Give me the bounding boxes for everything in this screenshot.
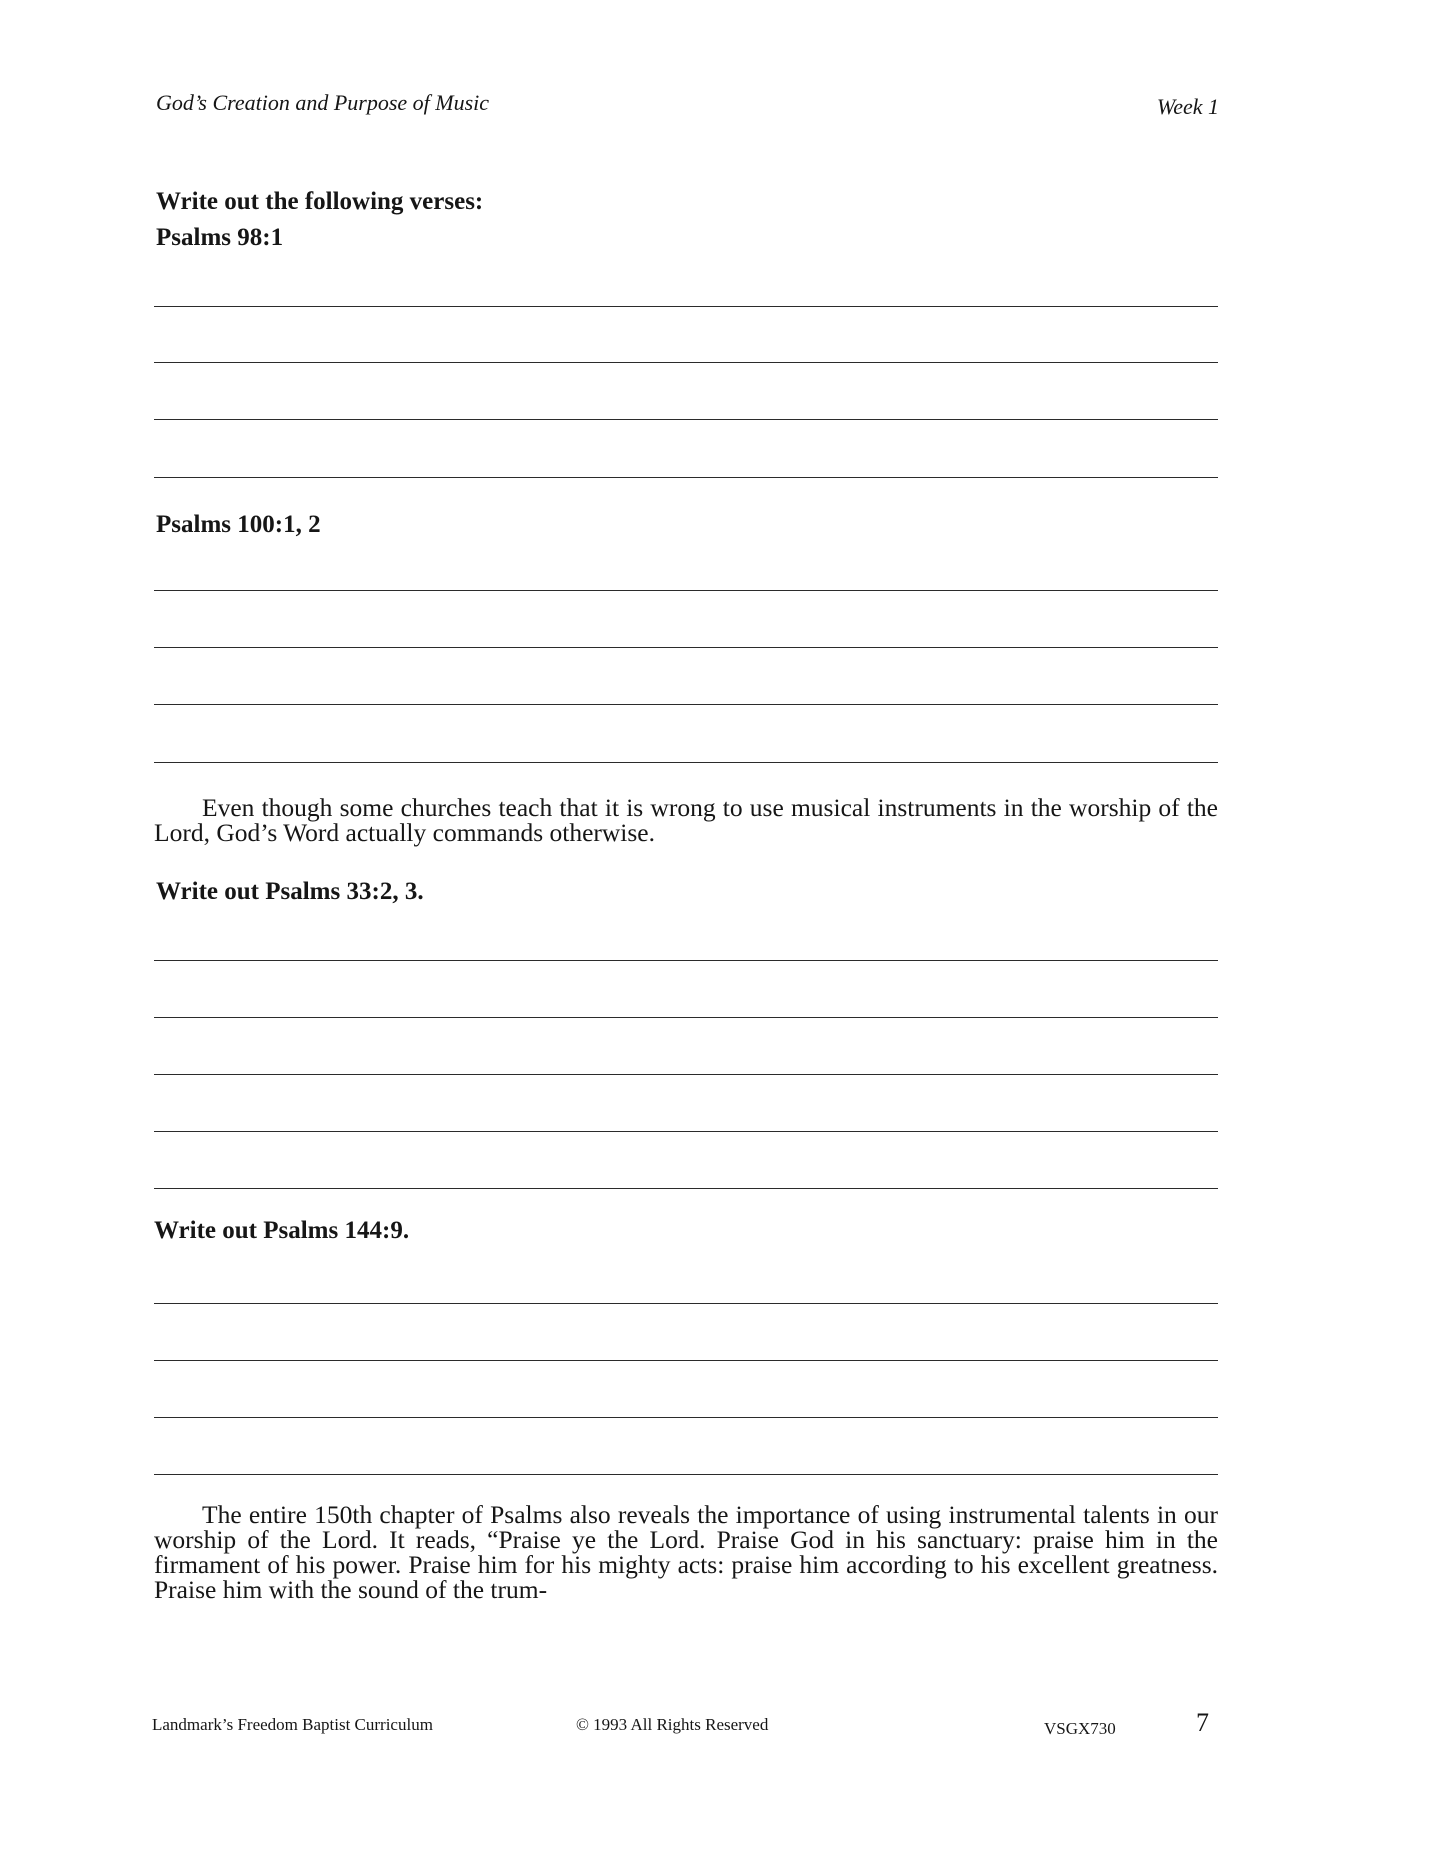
- writing-line: [154, 1303, 1218, 1305]
- psalm-98-label: Psalms 98:1: [156, 224, 284, 251]
- page-header-week: Week 1: [1156, 94, 1219, 119]
- writing-line: [154, 1474, 1218, 1476]
- writing-line: [154, 1074, 1218, 1076]
- writing-line: [154, 1188, 1218, 1190]
- psalm-98-writing-lines: [154, 306, 1218, 479]
- writing-line: [154, 960, 1218, 962]
- instruments-paragraph: [154, 795, 1218, 845]
- writing-line: [154, 306, 1218, 308]
- writing-line: [154, 647, 1218, 649]
- writing-line: [154, 1360, 1218, 1362]
- psalm-33-label: Write out Psalms 33:2, 3.: [156, 878, 424, 905]
- writing-line: [154, 1017, 1218, 1019]
- writing-line: [154, 1131, 1218, 1133]
- writing-line: [154, 419, 1218, 421]
- writing-line: [154, 477, 1218, 479]
- page-header-title: God’s Creation and Purpose of Music: [156, 90, 490, 115]
- instructions-heading: Write out the following verses:: [156, 188, 484, 215]
- psalm-33-writing-lines: [154, 960, 1218, 1190]
- writing-line: [154, 704, 1218, 706]
- footer-copyright: © 1993 All Rights Reserved: [576, 1715, 769, 1734]
- psalm-144-writing-lines: [154, 1303, 1218, 1476]
- writing-line: [154, 1417, 1218, 1419]
- writing-line: [154, 762, 1218, 764]
- footer-publisher: Landmark’s Freedom Baptist Curriculum: [152, 1715, 433, 1734]
- psalm-100-label: Psalms 100:1, 2: [156, 511, 321, 538]
- writing-line: [154, 590, 1218, 592]
- psalm-144-label: Write out Psalms 144:9.: [154, 1217, 410, 1244]
- psalm-100-writing-lines: [154, 590, 1218, 764]
- page-number: 7: [1196, 1708, 1209, 1737]
- psalm-150-paragraph-text: The entire 150th chapter of Psalms also reveals the importance of using instrumental talents in our worship of the Lord. It reads, “Praise ye the Lord. Praise God in his sanctuary: praise him in the firmament of his power. Praise him for his mighty acts: praise him according to his excellent greatness. Praise him with the sound of the trum-: [154, 1500, 1218, 1604]
- instruments-paragraph-text: Even though some churches teach that it is wrong to use musical instruments in the worship of the Lord, God’s Word actually commands otherwise.: [154, 793, 1218, 847]
- writing-line: [154, 362, 1218, 364]
- psalm-150-paragraph: [154, 1502, 1218, 1602]
- footer-code: VSGX730: [1044, 1719, 1116, 1738]
